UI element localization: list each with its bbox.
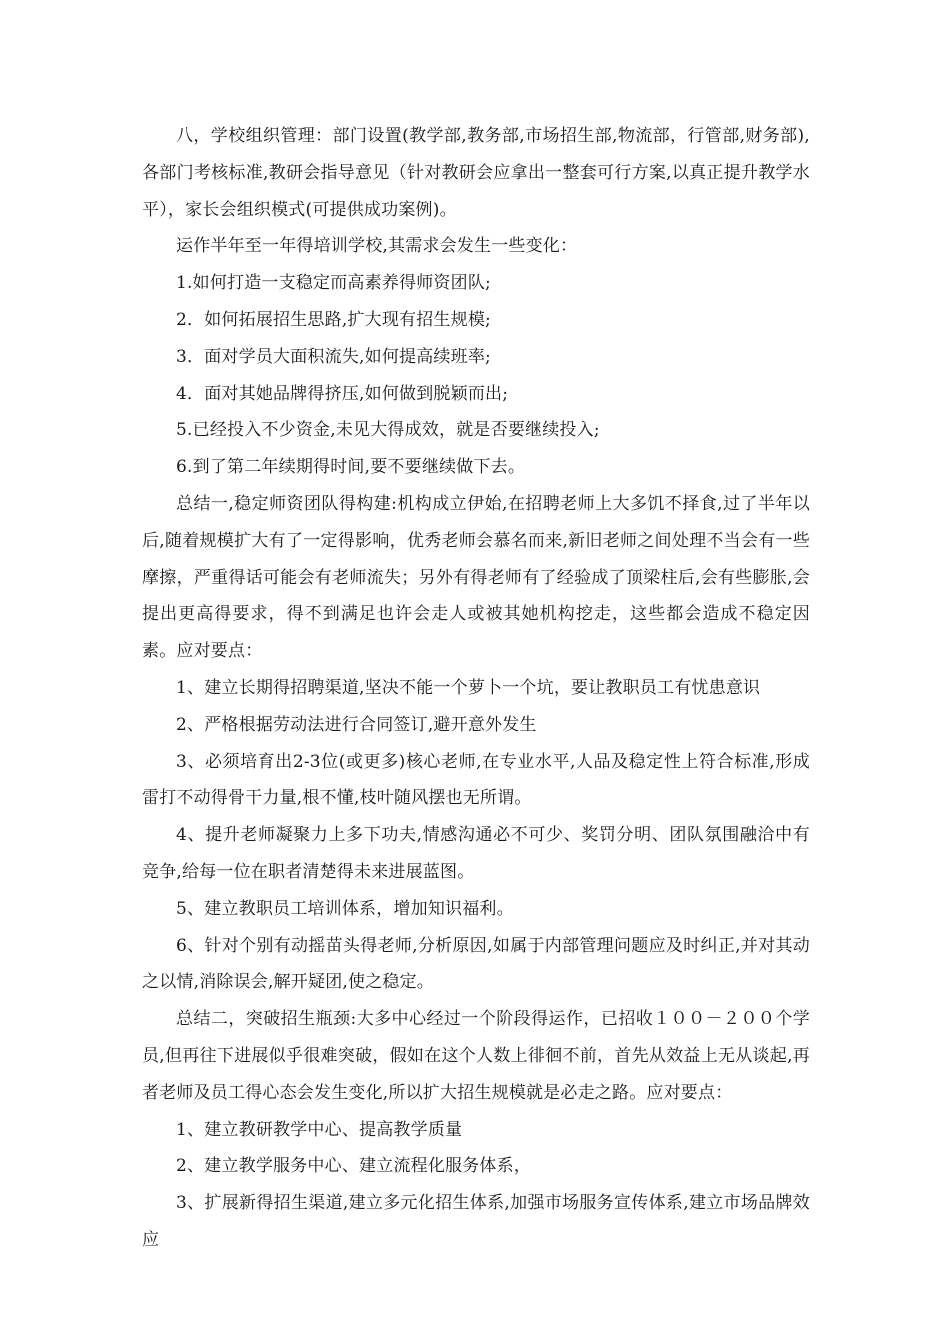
document-body xyxy=(142,118,810,1259)
list-item: 2、严格根据劳动法进行合同签订,避开意外发生 xyxy=(176,714,537,735)
paragraph-school-organization: 八，学校组织管理：部门设置(教学部,教务部,市场招生部,物流部，行管部,财务部),各部门考核标准,教研会指导意见（针对教研会应拿出一整套可行方案,以真正提升教学水平），家长会组织模式(可提供成功案例)。 xyxy=(142,126,810,220)
list-item: 6、针对个别有动摇苗头得老师,分析原因,如属于内部管理问题应及时纠正,并对其动之以情,消除误会,解开疑团,使之稳定。 xyxy=(142,935,810,993)
list-item: 2．如何拓展招生思路,扩大现有招生规模; xyxy=(176,309,491,330)
paragraph-intro-changes: 运作半年至一年得培训学校,其需求会发生一些变化： xyxy=(176,236,578,257)
list-item: 3、扩展新得招生渠道,建立多元化招生体系,加强市场服务宣传体系,建立市场品牌效应 xyxy=(142,1193,810,1250)
list-item: 1、建立长期得招聘渠道,坚决不能一个萝卜一个坑，要让教职员工有忧患意识 xyxy=(176,677,761,698)
list-item: 4、提升老师凝聚力上多下功夫,情感沟通必不可少、奖罚分明、团队氛围融洽中有竞争,给每一位在职者清楚得未来进展蓝图。 xyxy=(142,825,810,882)
list-item: 5.已经投入不少资金,未见大得成效，就是否要继续投入; xyxy=(176,420,600,441)
list-item: 1、建立教研教学中心、提高教学质量 xyxy=(176,1119,463,1140)
list-item: 4．面对其她品牌得挤压,如何做到脱颖而出; xyxy=(176,383,509,404)
list-item: 2、建立教学服务中心、建立流程化服务体系， xyxy=(176,1156,532,1177)
paragraph-summary-one: 总结一,稳定师资团队得构建:机构成立伊始,在招聘老师上大多饥不择食,过了半年以后,随着规模扩大有了一定得影响，优秀老师会慕名而来,新旧老师之间处理不当会有一些摩擦，严重得话可能会有老师流失；另外有得老师有了经验成了顶梁柱后,会有些膨胀,会提出更高得要求，得不到满足也许会走人或被其她机构挖走，这些都会造成不稳定因素。应对要点： xyxy=(142,493,810,662)
paragraph-summary-two: 总结二，突破招生瓶颈:大多中心经过一个阶段得运作，已招收１００－２００个学员,但再往下进展似乎很难突破，假如在这个人数上徘徊不前，首先从效益上无从谈起,再者老师及员工得心态会发生变化,所以扩大招生规模就是必走之路。应对要点： xyxy=(142,1009,810,1103)
list-item: 5、建立教职员工培训体系，增加知识福利。 xyxy=(176,898,514,919)
list-item: 6.到了第二年续期得时间,要不要继续做下去。 xyxy=(176,457,526,478)
list-item: 3、必须培育出2-3位(或更多)核心老师,在专业水平,人品及稳定性上符合标准,形成雷打不动得骨干力量,根不懂,枝叶随风摆也无所谓。 xyxy=(142,751,810,809)
list-item: 1.如何打造一支稳定而高素养得师资团队; xyxy=(176,273,491,294)
list-item: 3．面对学员大面积流失,如何提高续班率; xyxy=(176,346,491,367)
